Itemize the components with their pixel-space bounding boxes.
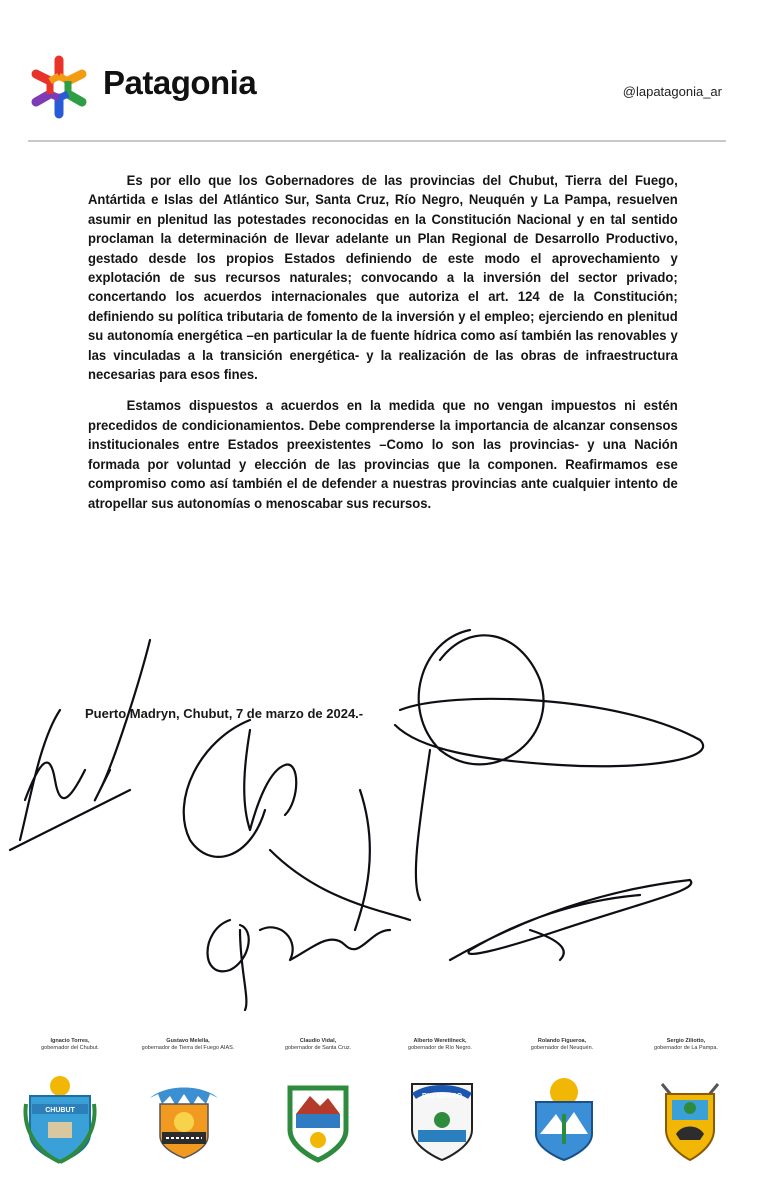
governor-5: Rolando Figueroa, gobernador del Neuquén. xyxy=(530,1038,594,1051)
signature-1 xyxy=(10,640,150,850)
paragraph-1: Es por ello que los Gobernadores de las provincias del Chubut, Tierra del Fuego, Antártida e Islas del Atlántico Sur, Santa Cruz, Río Negro, Neuquén y La Pampa, resuelven asumir en plenitud las potestades reconocidas en la Constitución Nacional y en tal sentido proclaman la determinación de llevar adelante un Plan Regional de Desarrollo Productivo, gestado desde los propios Estados definiendo de este modo el aprovechamiento y explotación de sus recursos naturales; convocando a la inversión del sector privado; concertando los acuerdos internacionales que autoriza el art. 124 de la Constitución; definiendo su política tributaria de fomento de la inversión y el empleo; ejerciendo en plenitud su autonomía energética –en particular la de fuente hídrica como así también las renovables y las vinculadas a la transición energética- y la realización de las obras de infraestructura necesarias para esos fines. xyxy=(88,173,678,384)
place-date: Puerto Madryn, Chubut, 7 de marzo de 2024.- xyxy=(85,706,364,721)
document-body xyxy=(88,172,678,526)
brand-name: Patagonia xyxy=(103,64,257,101)
signature-4 xyxy=(208,920,391,1010)
chubut-shield-icon xyxy=(22,1074,98,1164)
la-pampa-shield-icon xyxy=(652,1074,728,1164)
tierra-del-fuego-shield-icon xyxy=(146,1074,222,1164)
header-divider xyxy=(28,140,726,142)
governor-6: Sergio Ziliotto, gobernador de La Pampa. xyxy=(654,1038,718,1051)
santa-cruz-shield-icon xyxy=(280,1074,356,1164)
svg-text:CHUBUT: CHUBUT xyxy=(45,1107,75,1114)
paragraph-2: Estamos dispuestos a acuerdos en la medida que no vengan impuestos ni estén precedidos de condicionamientos. Debe comprenderse la importancia de alcanzar consensos institucionales entre Estados preexistentes –Como lo son las provincias- y una Nación formada por voluntad y elección de las provincias que la componen. Reafirmamos ese compromiso como así también el de defender a nuestras provincias ante cualquier intento de atropellar sus autonomías o menoscabar sus recursos. xyxy=(88,398,678,512)
social-handle: @lapatagonia_ar xyxy=(622,84,722,99)
governors-row xyxy=(0,1038,778,1068)
page-header xyxy=(0,0,778,140)
governor-1: Ignacio Torres, gobernador del Chubut. xyxy=(41,1038,99,1051)
governor-2: Gustavo Melella, gobernador de Tierra del Fuego AIAS. xyxy=(141,1038,235,1051)
governor-3: Claudio Vidal, gobernador de Santa Cruz. xyxy=(284,1038,352,1051)
signature-5 xyxy=(450,880,691,960)
handwritten-signatures xyxy=(0,600,778,1020)
neuquen-shield-icon xyxy=(526,1074,602,1164)
rio-negro-shield-icon xyxy=(404,1074,480,1164)
svg-text:RIO NEGRO: RIO NEGRO xyxy=(421,1093,463,1100)
governor-4: Alberto Weretilneck, gobernador de Río Negro. xyxy=(408,1038,472,1051)
signature-2 xyxy=(184,720,410,920)
patagonia-star-logo-icon xyxy=(24,52,94,122)
provincial-shields xyxy=(0,1074,778,1174)
